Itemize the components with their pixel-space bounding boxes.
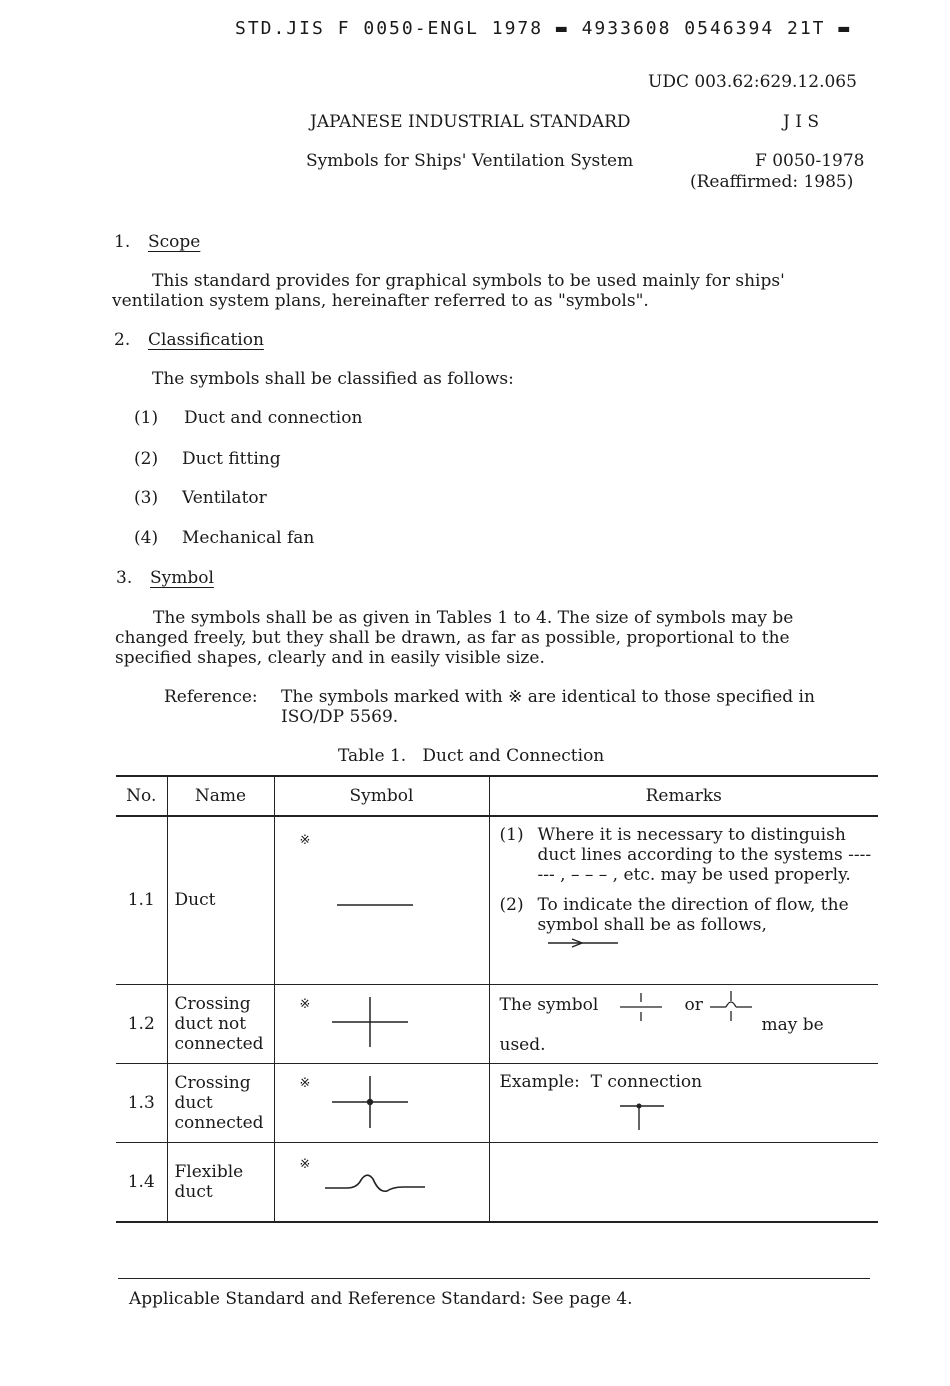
row-name: Crossing duct connected [167, 1063, 274, 1142]
row-name: Flexible duct [167, 1142, 274, 1222]
udc-code: UDC 003.62:629.12.065 [648, 72, 857, 92]
header-no: No. [126, 786, 157, 806]
iso-mark: ※ [299, 1156, 311, 1172]
remark-text: To indicate the direction of flow, the symbol shall be as follows, [537, 895, 849, 935]
crossing-connected-symbol [275, 1064, 490, 1143]
row-number: 1.2 [127, 1013, 155, 1034]
remark-number: (1) [499, 825, 524, 845]
section-3-text: The symbols shall be as given in Tables 1 to 4. The size of symbols may be changed freely, but they shall be drawn, as far as possible, proportional to the specified shapes, clearly and in easily visible size. [115, 608, 794, 668]
row-number: 1.3 [127, 1092, 155, 1113]
header-symbol: Symbol [274, 776, 489, 816]
class-item-number: (3) [134, 488, 159, 508]
t-connection-symbol [614, 1102, 674, 1134]
footer-note: Applicable Standard and Reference Standard: See page 4. [129, 1289, 633, 1309]
row-remarks [489, 1142, 878, 1222]
iso-mark: ※ [299, 833, 311, 848]
row-name: Duct [167, 816, 274, 984]
row-number: 1.1 [127, 890, 155, 911]
class-item-number: (1) [134, 408, 159, 428]
table-row [116, 1063, 878, 1142]
remark-text: may be used. [499, 1014, 824, 1055]
header-name: Name [167, 776, 274, 816]
flexible-symbol-cell [274, 1142, 489, 1222]
iso-mark: ※ [299, 996, 311, 1012]
section-3-title: Symbol [150, 568, 214, 588]
duct-symbol [275, 817, 490, 985]
document-title: Symbols for Ships' Ventilation System [306, 151, 634, 171]
section-1-number: 1. [114, 232, 131, 252]
iso-mark: ※ [299, 1075, 311, 1091]
section-2-title: Classification [148, 330, 264, 350]
crossing-symbol-cell [274, 984, 489, 1063]
document-id-line: STD.JIS F 0050-ENGL 1978 ▬ 4933608 0546394 21T ▬ [235, 18, 852, 39]
header-remarks: Remarks [489, 776, 878, 816]
reaffirmed-date: (Reaffirmed: 1985) [690, 172, 854, 192]
section-1-title: Scope [148, 232, 201, 252]
connected-symbol-cell [274, 1063, 489, 1142]
row-name: Crossing duct not connected [167, 984, 274, 1063]
class-item-label: Duct and connection [184, 408, 363, 428]
table-1-caption: Table 1. Duct and Connection [338, 746, 605, 766]
row-remarks [489, 984, 878, 1063]
duct-symbol-cell [274, 816, 489, 984]
section-2-number: 2. [114, 330, 131, 350]
remark-text: Example: T connection [499, 1071, 703, 1092]
table-header-row [116, 776, 878, 816]
section-1-text: This standard provides for graphical symbols to be used mainly for ships' ventilation system plans, hereinafter referred to as "symbols". [112, 271, 785, 311]
flexible-duct-symbol [275, 1143, 490, 1223]
standard-number: F 0050-1978 [755, 151, 865, 171]
class-item-label: Ventilator [182, 488, 267, 508]
remark-text: The symbol [499, 994, 599, 1015]
row-number: 1.4 [127, 1171, 155, 1192]
class-item-number: (2) [134, 449, 159, 469]
section-2-text: The symbols shall be classified as follows: [152, 369, 514, 389]
row-remarks [489, 1063, 878, 1142]
remark-or: or [684, 994, 703, 1015]
jis-mark: J I S [783, 112, 819, 132]
remark-number: (2) [499, 895, 524, 915]
class-item-number: (4) [134, 528, 159, 548]
duct-connection-table [116, 775, 878, 1223]
table-row [116, 1142, 878, 1222]
class-item-label: Mechanical fan [182, 528, 315, 548]
class-item-label: Duct fitting [182, 449, 281, 469]
standard-organization: JAPANESE INDUSTRIAL STANDARD [310, 112, 631, 132]
reference-text: The symbols marked with ※ are identical to those specified in ISO/DP 5569. [281, 687, 815, 727]
table-row [116, 816, 878, 984]
crossing-not-connected-symbol [275, 985, 490, 1064]
footer-divider [118, 1278, 870, 1279]
remark-text: Where it is necessary to distinguish duct lines according to the systems ------- , – – – , etc. may be used properly. [537, 825, 872, 885]
table-row [116, 984, 878, 1063]
reference-label: Reference: [164, 687, 258, 707]
section-3-number: 3. [116, 568, 133, 588]
flow-direction-arrow [544, 937, 624, 949]
row-remarks [489, 816, 878, 984]
